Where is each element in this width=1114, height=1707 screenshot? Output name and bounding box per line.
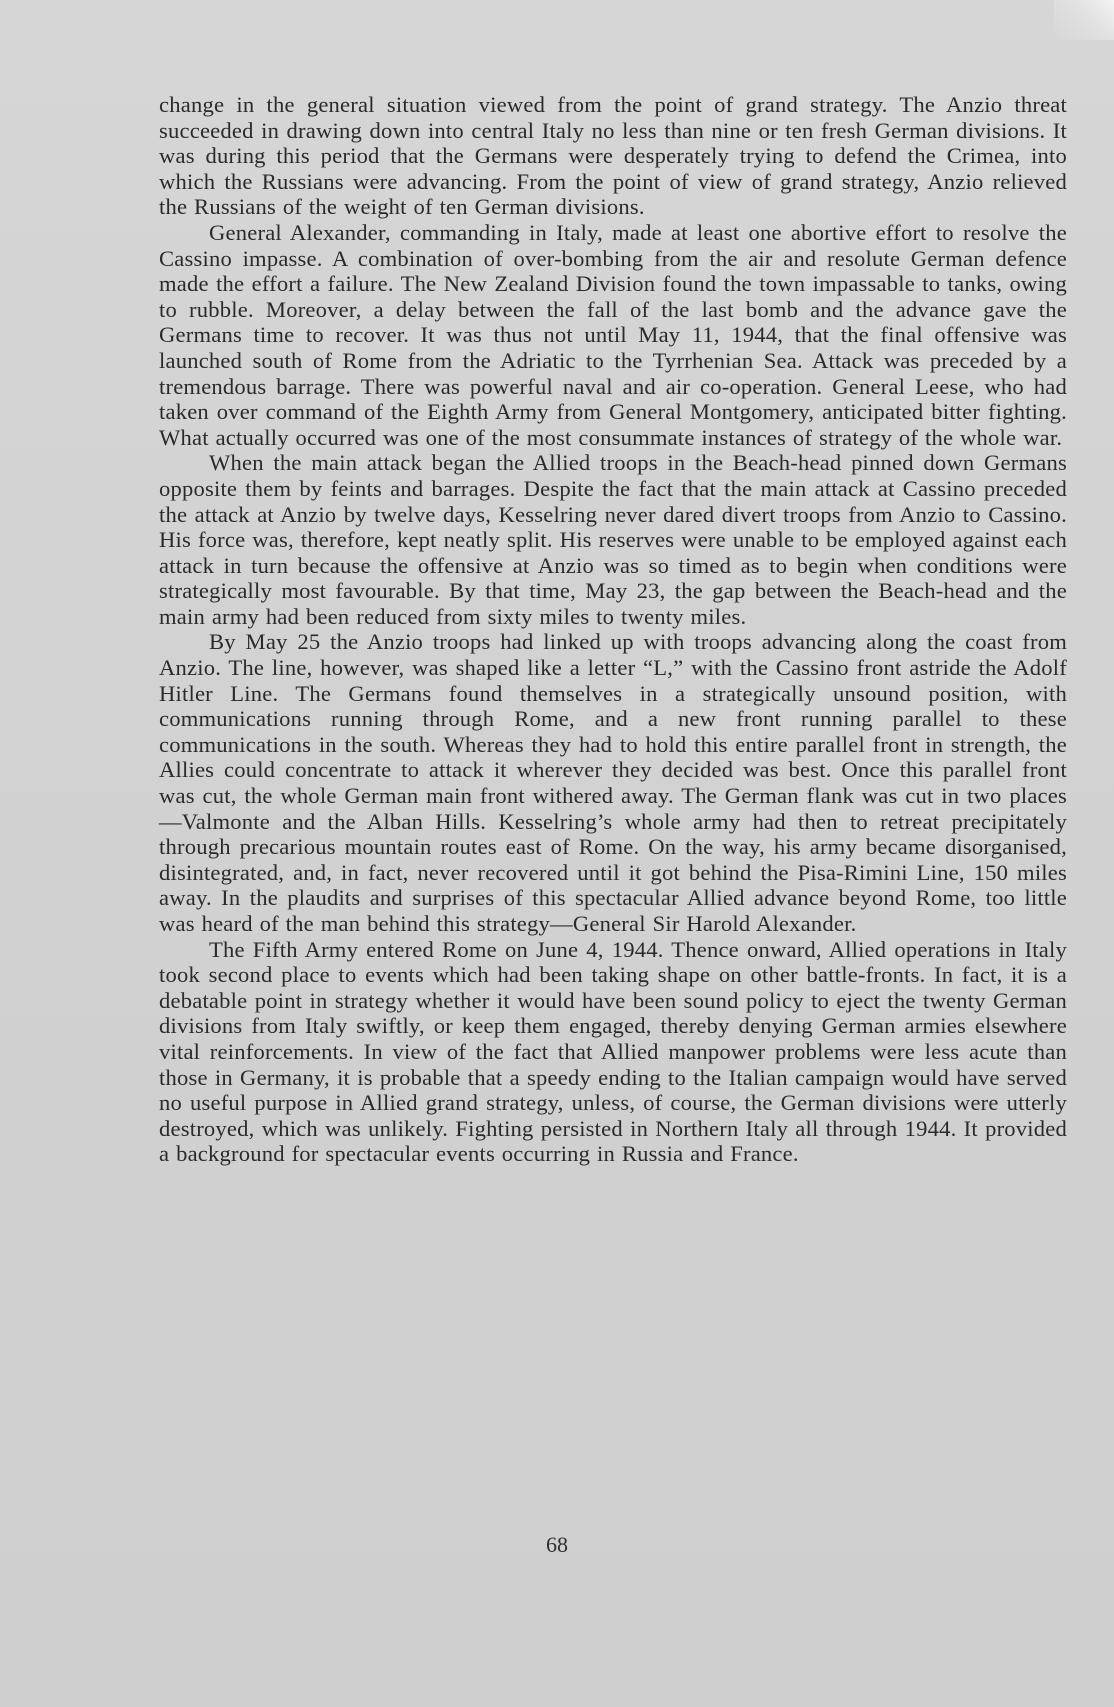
page-corner-shading — [1054, 0, 1114, 40]
paragraph-3: When the main attack began the Allied troops in the Beach-head pinned down Germans opposite them by feints and barrages. Despite the fact that the main attack at Cassino preceded the attack at Anzio by twelve days, Kesselring never dared divert troops from Anzio to Cassino. His force was, therefore, kept neatly split. His reserves were unable to be employed against each attack in turn because the offensive at Anzio was so timed as to begin when conditions were strategically most favourable. By that time, May 23, the gap between the Beach-head and the main army had been reduced from sixty miles to twenty miles. — [159, 450, 1067, 629]
paragraph-2: General Alexander, commanding in Italy, made at least one abortive effort to resolve the Cassino impasse. A combination of over-bombing from the air and resolute German defence made the effort a failure. The New Zealand Division found the town impassable to tanks, owing to rubble. Moreover, a delay between the fall of the last bomb and the advance gave the Germans time to recover. It was thus not until May 11, 1944, that the final offensive was launched south of Rome from the Adriatic to the Tyrrhenian Sea. Attack was preceded by a tremendous barrage. There was powerful naval and air co-operation. General Leese, who had taken over command of the Eighth Army from General Montgomery, anticipated bitter fighting. What actually occurred was one of the most consummate instances of strategy of the whole war. — [159, 219, 1067, 450]
paragraph-1: change in the general situation viewed from the point of grand strategy. The Anzio threat succeeded in drawing down into central Italy no less than nine or ten fresh German divisions. It was during this period that the Germans were desperately trying to defend the Crimea, into which the Russians were advancing. From the point of view of grand strategy, Anzio relieved the Russians of the weight of ten German divisions. — [159, 92, 1067, 220]
body-text — [159, 92, 1067, 1167]
page-number: 68 — [546, 1532, 568, 1557]
paragraph-5: The Fifth Army entered Rome on June 4, 1944. Thence onward, Allied operations in Italy took second place to events which had been taking shape on other battle-fronts. In fact, it is a debatable point in strategy whether it would have been sound policy to eject the twenty German divisions from Italy swiftly, or keep them engaged, thereby denying German armies elsewhere vital reinforcements. In view of the fact that Allied manpower problems were less acute than those in Germany, it is probable that a speedy ending to the Italian campaign would have served no useful purpose in Allied grand strategy, unless, of course, the German divisions were utterly destroyed, which was unlikely. Fighting persisted in Northern Italy all through 1944. It provided a background for spectacular events occurring in Russia and France. — [159, 936, 1067, 1167]
paragraph-4: By May 25 the Anzio troops had linked up with troops advancing along the coast from Anzio. The line, however, was shaped like a letter “L,” with the Cassino front astride the Adolf Hitler Line. The Germans found themselves in a strategically unsound position, with communications running through Rome, and a new front running parallel to these communications in the south. Whereas they had to hold this entire parallel front in strength, the Allies could concentrate to attack it wherever they decided was best. Once this parallel front was cut, the whole German main front withered away. The German flank was cut in two places—Valmonte and the Alban Hills. Kesselring’s whole army had then to retreat precipitately through precarious mountain routes east of Rome. On the way, his army became disorganised, disintegrated, and, in fact, never recovered until it got behind the Pisa-Rimini Line, 150 miles away. In the plaudits and surprises of this spectacular Allied advance beyond Rome, too little was heard of the man behind this strategy—General Sir Harold Alexander. — [159, 629, 1067, 936]
